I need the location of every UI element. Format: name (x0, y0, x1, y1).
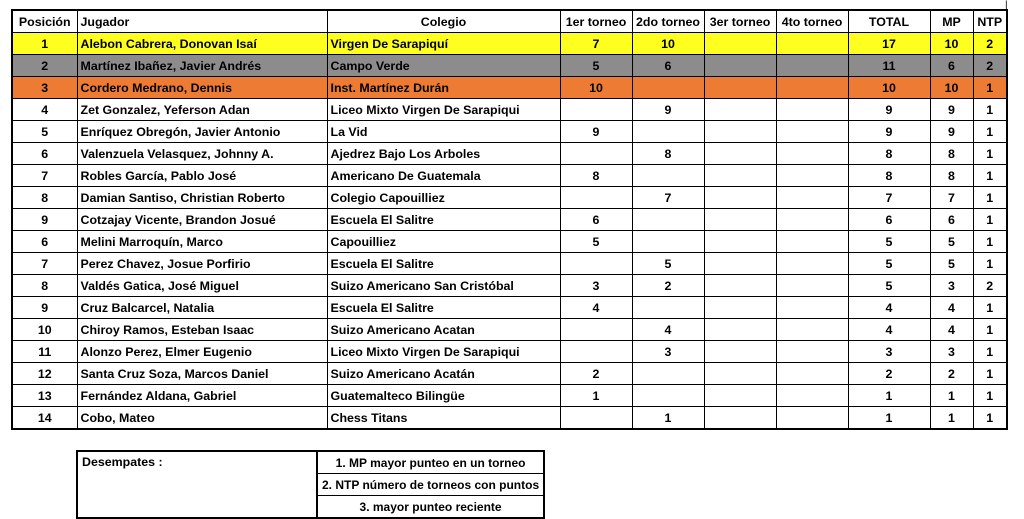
cell-torneo-4 (776, 231, 848, 253)
cell-posicion: 2 (12, 55, 77, 77)
table-row (12, 297, 1007, 319)
cell-torneo-4 (776, 99, 848, 121)
cell-jugador: Valdés Gatica, José Miguel (77, 275, 327, 297)
cell-torneo-1: 5 (560, 231, 632, 253)
cell-torneo-2: 1 (632, 407, 704, 430)
cell-torneo-2 (632, 165, 704, 187)
cell-torneo-1: 2 (560, 363, 632, 385)
cell-torneo-4 (776, 77, 848, 99)
cell-jugador: Zet Gonzalez, Yeferson Adan (77, 99, 327, 121)
cell-colegio: Escuela El Salitre (327, 209, 560, 231)
cell-ntp: 1 (973, 209, 1007, 231)
cell-posicion: 8 (12, 275, 77, 297)
cell-ntp: 2 (973, 275, 1007, 297)
cell-ntp: 1 (973, 407, 1007, 430)
cell-ntp: 1 (973, 143, 1007, 165)
header-total: TOTAL (848, 10, 930, 33)
cell-mp: 6 (930, 55, 973, 77)
cell-torneo-1: 7 (560, 33, 632, 55)
cell-colegio: Suizo Americano San Cristóbal (327, 275, 560, 297)
cell-posicion: 4 (12, 99, 77, 121)
cell-total: 8 (848, 165, 930, 187)
cell-total: 1 (848, 407, 930, 430)
cell-torneo-1: 8 (560, 165, 632, 187)
table-row (12, 33, 1007, 55)
cell-torneo-1: 10 (560, 77, 632, 99)
cell-torneo-4 (776, 209, 848, 231)
cell-torneo-2: 3 (632, 341, 704, 363)
cell-torneo-1 (560, 99, 632, 121)
table-row (12, 187, 1007, 209)
cell-total: 4 (848, 319, 930, 341)
standings-table (11, 9, 1008, 430)
cell-torneo-2: 10 (632, 33, 704, 55)
cell-posicion: 6 (12, 143, 77, 165)
table-row (12, 253, 1007, 275)
cell-mp: 8 (930, 165, 973, 187)
cell-total: 11 (848, 55, 930, 77)
cell-posicion: 8 (12, 187, 77, 209)
cell-posicion: 11 (12, 341, 77, 363)
cell-jugador: Alonzo Perez, Elmer Eugenio (77, 341, 327, 363)
tiebreak-criterion: 1. MP mayor punteo en un torneo (317, 451, 544, 474)
cell-torneo-3 (704, 275, 776, 297)
cell-ntp: 2 (973, 55, 1007, 77)
cell-total: 17 (848, 33, 930, 55)
cell-torneo-3 (704, 231, 776, 253)
cell-total: 3 (848, 341, 930, 363)
cell-torneo-3 (704, 121, 776, 143)
table-row (12, 143, 1007, 165)
cell-colegio: Campo Verde (327, 55, 560, 77)
cell-torneo-1: 1 (560, 385, 632, 407)
cell-total: 6 (848, 209, 930, 231)
cell-jugador: Cruz Balcarcel, Natalia (77, 297, 327, 319)
cell-total: 5 (848, 275, 930, 297)
cell-torneo-4 (776, 55, 848, 77)
cell-mp: 3 (930, 341, 973, 363)
cell-total: 2 (848, 363, 930, 385)
header-torneo-2: 2do torneo (632, 10, 704, 33)
cell-mp: 10 (930, 33, 973, 55)
cell-ntp: 2 (973, 33, 1007, 55)
cell-mp: 4 (930, 297, 973, 319)
cell-torneo-3 (704, 341, 776, 363)
cell-torneo-3 (704, 187, 776, 209)
cell-posicion: 1 (12, 33, 77, 55)
cell-posicion: 12 (12, 363, 77, 385)
header-row (12, 10, 1007, 33)
cell-mp: 1 (930, 385, 973, 407)
cell-colegio: Escuela El Salitre (327, 297, 560, 319)
cell-torneo-4 (776, 341, 848, 363)
cell-torneo-4 (776, 187, 848, 209)
cell-torneo-4 (776, 385, 848, 407)
cell-jugador: Perez Chavez, Josue Porfirio (77, 253, 327, 275)
tiebreak-table (76, 450, 545, 519)
cell-mp: 9 (930, 121, 973, 143)
cell-posicion: 3 (12, 77, 77, 99)
cell-total: 9 (848, 121, 930, 143)
cell-torneo-1: 4 (560, 297, 632, 319)
cell-ntp: 1 (973, 385, 1007, 407)
cell-jugador: Enríquez Obregón, Javier Antonio (77, 121, 327, 143)
cell-total: 5 (848, 253, 930, 275)
cell-posicion: 5 (12, 121, 77, 143)
cell-torneo-2: 5 (632, 253, 704, 275)
table-row (12, 341, 1007, 363)
cell-torneo-1 (560, 407, 632, 430)
cell-torneo-1 (560, 253, 632, 275)
cell-jugador: Fernández Aldana, Gabriel (77, 385, 327, 407)
table-row (12, 99, 1007, 121)
cell-total: 8 (848, 143, 930, 165)
cell-jugador: Martínez Ibañez, Javier Andrés (77, 55, 327, 77)
cell-colegio: Colegio Capouilliez (327, 187, 560, 209)
cell-torneo-3 (704, 99, 776, 121)
cell-mp: 4 (930, 319, 973, 341)
cell-total: 4 (848, 297, 930, 319)
cell-total: 10 (848, 77, 930, 99)
cell-torneo-2 (632, 209, 704, 231)
cell-torneo-4 (776, 121, 848, 143)
cell-ntp: 1 (973, 319, 1007, 341)
cell-torneo-3 (704, 297, 776, 319)
page-corner-mark: | (1005, 0, 1008, 11)
cell-torneo-4 (776, 297, 848, 319)
cell-ntp: 1 (973, 363, 1007, 385)
header-jugador: Jugador (77, 10, 327, 33)
cell-jugador: Chiroy Ramos, Esteban Isaac (77, 319, 327, 341)
cell-torneo-3 (704, 319, 776, 341)
cell-colegio: Chess Titans (327, 407, 560, 430)
tiebreak-label: Desempates : (77, 451, 317, 518)
cell-torneo-2 (632, 121, 704, 143)
cell-posicion: 6 (12, 231, 77, 253)
cell-mp: 7 (930, 187, 973, 209)
cell-posicion: 7 (12, 165, 77, 187)
cell-posicion: 14 (12, 407, 77, 430)
header-torneo-4: 4to torneo (776, 10, 848, 33)
header-torneo-3: 3er torneo (704, 10, 776, 33)
cell-ntp: 1 (973, 341, 1007, 363)
cell-posicion: 13 (12, 385, 77, 407)
cell-posicion: 7 (12, 253, 77, 275)
cell-mp: 2 (930, 363, 973, 385)
table-row (12, 275, 1007, 297)
cell-colegio: Virgen De Sarapiquí (327, 33, 560, 55)
header-mp: MP (930, 10, 973, 33)
table-row (12, 165, 1007, 187)
tiebreak-criterion: 3. mayor punteo reciente (317, 496, 544, 519)
cell-torneo-4 (776, 253, 848, 275)
cell-torneo-3 (704, 209, 776, 231)
cell-colegio: La Vid (327, 121, 560, 143)
cell-colegio: Capouilliez (327, 231, 560, 253)
cell-jugador: Valenzuela Velasquez, Johnny A. (77, 143, 327, 165)
cell-torneo-3 (704, 385, 776, 407)
cell-posicion: 10 (12, 319, 77, 341)
cell-total: 7 (848, 187, 930, 209)
cell-torneo-3 (704, 165, 776, 187)
header-torneo-1: 1er torneo (560, 10, 632, 33)
cell-ntp: 1 (973, 187, 1007, 209)
cell-torneo-4 (776, 319, 848, 341)
table-row (12, 231, 1007, 253)
table-row (12, 363, 1007, 385)
cell-mp: 3 (930, 275, 973, 297)
cell-colegio: Escuela El Salitre (327, 253, 560, 275)
table-row (12, 209, 1007, 231)
cell-torneo-2 (632, 385, 704, 407)
cell-jugador: Melini Marroquín, Marco (77, 231, 327, 253)
table-row (12, 55, 1007, 77)
cell-total: 9 (848, 99, 930, 121)
cell-torneo-1 (560, 341, 632, 363)
table-row (12, 407, 1007, 430)
cell-ntp: 1 (973, 253, 1007, 275)
cell-jugador: Santa Cruz Soza, Marcos Daniel (77, 363, 327, 385)
cell-mp: 10 (930, 77, 973, 99)
cell-torneo-3 (704, 363, 776, 385)
cell-torneo-1 (560, 187, 632, 209)
cell-mp: 5 (930, 231, 973, 253)
cell-colegio: Americano De Guatemala (327, 165, 560, 187)
cell-mp: 8 (930, 143, 973, 165)
cell-torneo-1 (560, 143, 632, 165)
cell-colegio: Ajedrez Bajo Los Arboles (327, 143, 560, 165)
table-row (12, 319, 1007, 341)
cell-torneo-1 (560, 319, 632, 341)
cell-torneo-3 (704, 407, 776, 430)
cell-torneo-2: 4 (632, 319, 704, 341)
cell-ntp: 1 (973, 77, 1007, 99)
cell-posicion: 9 (12, 297, 77, 319)
cell-torneo-4 (776, 407, 848, 430)
cell-torneo-3 (704, 33, 776, 55)
cell-ntp: 1 (973, 165, 1007, 187)
cell-torneo-4 (776, 363, 848, 385)
cell-torneo-2 (632, 231, 704, 253)
header-colegio: Colegio (327, 10, 560, 33)
cell-jugador: Cobo, Mateo (77, 407, 327, 430)
standings-body (12, 33, 1007, 430)
cell-posicion: 9 (12, 209, 77, 231)
table-row (12, 385, 1007, 407)
cell-ntp: 1 (973, 297, 1007, 319)
cell-mp: 5 (930, 253, 973, 275)
cell-colegio: Suizo Americano Acatan (327, 319, 560, 341)
cell-torneo-2 (632, 77, 704, 99)
cell-mp: 9 (930, 99, 973, 121)
cell-torneo-3 (704, 253, 776, 275)
cell-colegio: Inst. Martínez Durán (327, 77, 560, 99)
cell-mp: 6 (930, 209, 973, 231)
cell-torneo-2: 9 (632, 99, 704, 121)
cell-torneo-3 (704, 55, 776, 77)
cell-torneo-4 (776, 33, 848, 55)
cell-colegio: Liceo Mixto Virgen De Sarapiqui (327, 341, 560, 363)
cell-ntp: 1 (973, 121, 1007, 143)
cell-mp: 1 (930, 407, 973, 430)
cell-torneo-1: 5 (560, 55, 632, 77)
tiebreak-criterion: 2. NTP número de torneos con puntos (317, 474, 544, 496)
table-row (12, 77, 1007, 99)
cell-jugador: Robles García, Pablo José (77, 165, 327, 187)
cell-torneo-4 (776, 275, 848, 297)
cell-torneo-1: 3 (560, 275, 632, 297)
cell-torneo-2 (632, 363, 704, 385)
cell-ntp: 1 (973, 99, 1007, 121)
cell-torneo-2: 7 (632, 187, 704, 209)
cell-colegio: Guatemalteco Bilingüe (327, 385, 560, 407)
cell-ntp: 1 (973, 231, 1007, 253)
cell-torneo-2: 6 (632, 55, 704, 77)
cell-jugador: Damian Santiso, Christian Roberto (77, 187, 327, 209)
table-row (12, 121, 1007, 143)
cell-total: 5 (848, 231, 930, 253)
cell-jugador: Cotzajay Vicente, Brandon Josué (77, 209, 327, 231)
cell-total: 1 (848, 385, 930, 407)
header-ntp: NTP (973, 10, 1007, 33)
cell-torneo-3 (704, 143, 776, 165)
cell-torneo-2: 8 (632, 143, 704, 165)
cell-torneo-4 (776, 143, 848, 165)
cell-colegio: Suizo Americano Acatán (327, 363, 560, 385)
cell-jugador: Alebon Cabrera, Donovan Isaí (77, 33, 327, 55)
header-posicion: Posición (12, 10, 77, 33)
cell-torneo-3 (704, 77, 776, 99)
cell-torneo-1: 9 (560, 121, 632, 143)
cell-torneo-4 (776, 165, 848, 187)
cell-torneo-1: 6 (560, 209, 632, 231)
cell-jugador: Cordero Medrano, Dennis (77, 77, 327, 99)
cell-torneo-2: 2 (632, 275, 704, 297)
cell-torneo-2 (632, 297, 704, 319)
cell-colegio: Liceo Mixto Virgen De Sarapiqui (327, 99, 560, 121)
